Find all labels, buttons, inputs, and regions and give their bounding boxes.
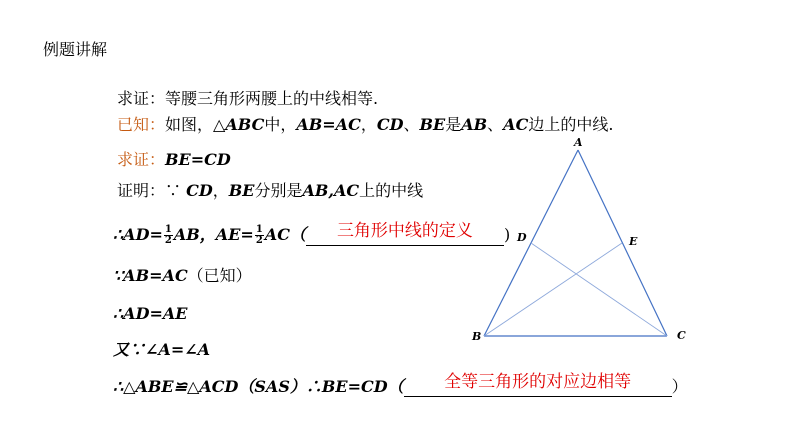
step-4: 又∵∠A=∠A	[113, 340, 211, 359]
prove-statement: 求证：等腰三角形两腰上的中线相等.	[117, 89, 379, 108]
step5-text: ∴△ABE≌△ACD（SAS）	[113, 377, 306, 396]
given-text: 、	[403, 115, 420, 134]
proof-abac: AB,AC	[302, 181, 360, 200]
given-be: BE	[419, 115, 446, 134]
fraction-denominator: 2	[164, 235, 172, 246]
answer-1: 三角形中线的定义	[336, 221, 473, 241]
given-cd: CD	[376, 115, 404, 134]
given-text: ，	[360, 115, 377, 134]
proof-text: 上的中线	[359, 181, 424, 200]
given-label: 已知：	[117, 115, 166, 134]
fraction-numerator: 1	[255, 224, 263, 235]
fraction-numerator: 1	[164, 224, 172, 235]
step1-prefix: ∴AD=	[113, 225, 163, 244]
step1-mid: AB，AE=	[173, 225, 254, 244]
given-text: 中，	[264, 115, 297, 134]
step2-reason: （已知）	[187, 266, 252, 285]
median-cd	[531, 243, 667, 336]
proof-text: ，	[212, 181, 229, 200]
label-b: B	[472, 330, 482, 343]
proof-cd: CD	[186, 181, 213, 200]
step5-text2: ∴BE=CD（	[305, 377, 404, 396]
given-eq: AB=AC	[296, 115, 361, 134]
side-ac	[578, 150, 667, 336]
to-prove-expr: BE=CD	[165, 150, 231, 169]
given-text: 边上的中线.	[528, 115, 614, 134]
given-ac: AC	[503, 115, 529, 134]
step1-end: AC（	[264, 225, 306, 244]
triangle-symbol: △	[213, 115, 226, 134]
given-text: 是	[445, 115, 462, 134]
step1-close: )	[503, 225, 511, 244]
step2-text: ∵AB=AC	[113, 266, 188, 285]
given-abc: ABC	[225, 115, 265, 134]
label-c: C	[677, 329, 686, 342]
proof-be: BE	[228, 181, 255, 200]
given-ab: AB	[461, 115, 488, 134]
median-be	[484, 243, 622, 336]
proof-label: 证明：∵	[117, 181, 187, 200]
page-heading: 例题讲解	[43, 40, 108, 59]
step5-close: ）	[671, 377, 688, 396]
step-3: ∴AD=AE	[113, 304, 188, 323]
label-a: A	[574, 136, 583, 149]
label-e: E	[629, 235, 638, 248]
label-d: D	[517, 231, 527, 244]
proof-text: 分别是	[254, 181, 303, 200]
given-text: 如图，	[165, 115, 214, 134]
to-prove-label: 求证：	[117, 150, 166, 169]
answer-2: 全等三角形的对应边相等	[444, 372, 632, 392]
given-text: 、	[487, 115, 504, 134]
fraction-denominator: 2	[255, 235, 263, 246]
